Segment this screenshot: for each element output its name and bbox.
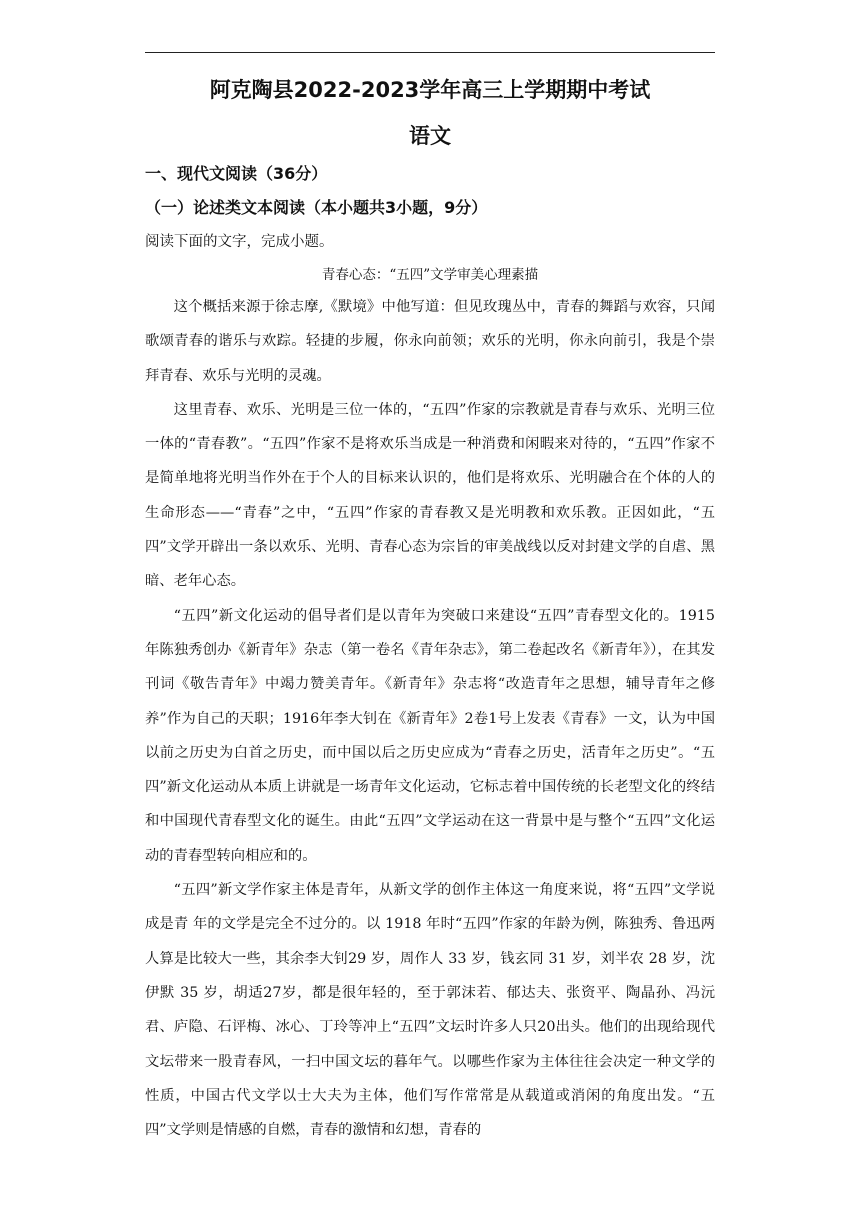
section-heading: 一、现代文阅读（36分） [145,164,328,183]
header-divider [145,52,715,53]
article-body [145,290,715,1147]
paragraph: “五四”新文学作家主体是青年，从新文学的创作主体这一角度来说，将“五四”文学说成是青 年的文学是完全不过分的。以 1918 年时“五四”作家的年龄为例，陈独秀、鲁迅两人算是比较大一些，其余李大钊29 岁，周作人 33 岁，钱玄同 31 岁，刘半农 28 岁，沈伊默 35 岁，胡适27岁，都是很年轻的，至于郭沫若、郁达夫、张资平、陶晶孙、冯沅君、庐隐、石评梅、冰心、丁玲等冲上“五四”文坛时许多人只20出头。他们的出现给现代文坛带来一股青春风，一扫中国文坛的暮年气。以哪些作家为主体往往会决定一种文学的性质，中国古代文学以士大夫为主体，他们写作常常是从载道或消闲的角度出发。“五四”文学则是情感的自燃，青春的激情和幻想，青春的 [145,882,715,1139]
paragraph: “五四”新文化运动的倡导者们是以青年为突破口来建设“五四”青春型文化的。1915 年陈独秀创办《新青年》杂志（第一卷名《青年杂志》，第二卷起改名《新青年》），在其发刊词《敬告青年》中竭力赞美青年。《新青年》杂志将“改造青年之思想，辅导青年之修养”作为自己的天职；1916年李大钊在《新青年》2卷1号上发表《青春》一文，认为中国以前之历史为白首之历史，而中国以后之历史应成为“青春之历史，活青年之历史”。“五四”新文化运动从本质上讲就是一场青年文化运动，它标志着中国传统的长老型文化的终结和中国现代青春型文化的诞生。由此“五四”文学运动在这一背景中是与整个“五四”文化运动的青春型转向相应和的。 [145,607,715,864]
paragraph: 这个概括来源于徐志摩,《默境》中他写道：但见玫瑰丛中，青春的舞蹈与欢容，只闻歌颂青春的谐乐与欢踪。轻捷的步履，你永向前领；欢乐的光明，你永向前引，我是个崇拜青春、欢乐与光明的灵魂。 [145,299,715,384]
reading-instruction: 阅读下面的文字，完成小题。 [145,234,334,250]
subsection-heading: （一）论述类文本阅读（本小题共3小题，9分） [145,198,488,217]
article-title: 青春心态：“五四”文学审美心理素描 [321,267,539,283]
exam-title: 阿克陶县2022-2023学年高三上学期期中考试 [209,78,651,102]
subject-title: 语文 [409,124,451,148]
paragraph: 这里青春、欢乐、光明是三位一体的，“五四”作家的宗教就是青春与欢乐、光明三位一体的“青春教”。“五四”作家不是将欢乐当成是一种消费和闲暇来对待的，“五四”作家不是简单地将光明当作外在于个人的目标来认识的，他们是将欢乐、光明融合在个体的人的生命形态——“青春”之中，“五四”作家的青春教又是光明教和欢乐教。正因如此，“五四”文学开辟出一条以欢乐、光明、青春心态为宗旨的审美战线以反对封建文学的自虐、黑暗、老年心态。 [145,401,715,590]
